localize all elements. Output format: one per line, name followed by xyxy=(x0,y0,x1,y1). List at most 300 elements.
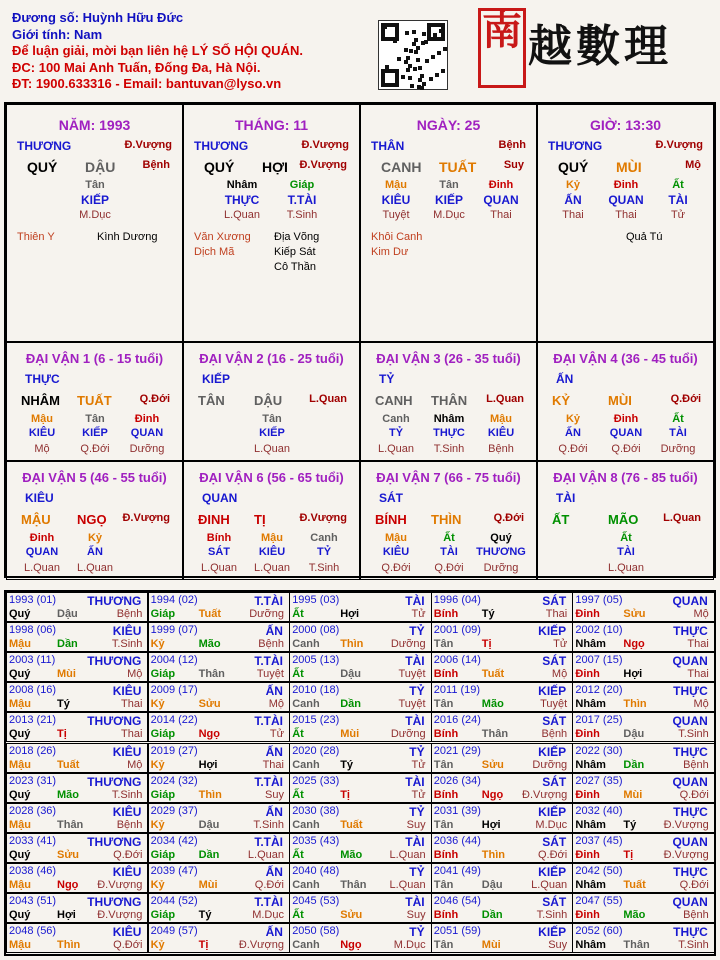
year-god: SÁT xyxy=(542,895,567,909)
year-branch: Dậu xyxy=(481,878,503,891)
cycle-hidden-life: Q.Đới xyxy=(558,443,588,455)
year-stem: Canh xyxy=(292,638,320,651)
year-label: 2030 (38) xyxy=(292,804,340,817)
qr-module xyxy=(418,66,422,70)
year-branch: Sửu xyxy=(57,848,80,861)
year-stem: Bính xyxy=(433,668,459,681)
year-god: SÁT xyxy=(542,714,567,729)
hidden-life: Thai xyxy=(615,209,637,221)
year-branch: Dậu xyxy=(57,608,78,620)
cycle-stem: KỶ xyxy=(552,393,571,408)
cycle-hidden-life: Dưỡng xyxy=(129,443,165,455)
red-seal-logo: 南 xyxy=(478,8,526,88)
cycle-hidden-god: TỶ xyxy=(316,546,332,558)
year-stem: Quý xyxy=(9,728,31,741)
cycle-life: Đ.Vượng xyxy=(299,512,347,524)
year-god: KIẾP xyxy=(538,804,567,819)
hidden-stem: Đinh xyxy=(488,179,514,191)
year-cell xyxy=(289,622,431,652)
qr-module xyxy=(417,85,421,89)
cycle-hidden-life: T.Sinh xyxy=(308,562,340,574)
year-branch: Dần xyxy=(198,848,220,861)
year-god: TỶ xyxy=(409,684,425,699)
cycle-life: Q.Đới xyxy=(493,512,524,524)
year-branch: Tị xyxy=(198,939,209,952)
year-label: 2032 (40) xyxy=(575,804,623,817)
year-god: TỶ xyxy=(409,804,425,819)
year-god: ẤN xyxy=(265,624,283,639)
year-stem: Quý xyxy=(9,909,31,921)
cycle-hidden-stem: Kỷ xyxy=(565,413,581,425)
cycle-hidden-stem: Mậu xyxy=(31,413,53,425)
year-label: 2045 (53) xyxy=(292,895,340,907)
year-cell xyxy=(431,893,573,923)
year-life: Tuyệt xyxy=(398,698,426,711)
year-life: Mộ xyxy=(127,668,143,681)
year-god: KIÊU xyxy=(112,684,142,699)
year-life: T.Sinh xyxy=(111,788,143,801)
year-branch: Tị xyxy=(623,848,634,861)
year-branch: Ngọ xyxy=(623,638,645,651)
year-cell xyxy=(572,773,714,803)
year-life: Dưỡng xyxy=(249,608,284,620)
qr-module xyxy=(409,49,413,53)
cycle-hidden-life: Mộ xyxy=(34,443,50,455)
cycle-hidden-life: L.Quan xyxy=(607,562,645,574)
year-stem: Giáp xyxy=(150,909,176,921)
phone-email-line[interactable]: ĐT: 1900.633316 - Email: bantuvan@lyso.vn xyxy=(12,76,282,91)
cycle-hidden-life: L.Quan xyxy=(200,562,238,574)
year-cell xyxy=(431,743,573,773)
cycle-branch: MÙI xyxy=(608,393,632,408)
cycle-hidden-god: ẤN xyxy=(87,546,103,558)
qr-module xyxy=(441,69,445,73)
owner-name: Đương số: Huỳnh Hữu Đức xyxy=(12,10,184,25)
year-god: THƯƠNG xyxy=(87,654,142,669)
year-life: T.Sinh xyxy=(678,728,709,741)
year-label: 2011 (19) xyxy=(433,684,481,697)
year-god: ẤN xyxy=(265,925,283,940)
year-life: Mộ xyxy=(693,698,709,711)
year-life: Tử xyxy=(411,788,426,801)
pillar-branch: DẬU xyxy=(85,159,116,175)
cycle-hidden-stem: Quý xyxy=(490,532,512,544)
year-cell xyxy=(289,592,431,622)
year-cell xyxy=(431,652,573,682)
year-branch: Thìn xyxy=(57,939,81,952)
year-life: M.Dục xyxy=(535,818,568,831)
year-god: TÀI xyxy=(405,714,425,729)
star-good: Văn Xương xyxy=(194,231,251,243)
year-god: T.TÀI xyxy=(254,594,283,608)
qr-module xyxy=(404,48,408,52)
year-life: Q.Đới xyxy=(113,848,143,861)
qr-module xyxy=(385,65,389,69)
year-life: Bệnh xyxy=(541,728,568,741)
hidden-life: Tuyệt xyxy=(382,209,410,221)
year-stem: Nhâm xyxy=(575,878,606,891)
year-stem: Ất xyxy=(292,608,304,620)
qr-module xyxy=(406,56,410,60)
cycle-god: ẤN xyxy=(556,372,574,386)
year-god: QUAN xyxy=(672,594,708,608)
qr-module xyxy=(433,33,437,37)
year-life: Tử xyxy=(411,758,426,771)
year-branch: Tuất xyxy=(623,878,646,891)
year-life: Suy xyxy=(548,939,568,952)
year-cell xyxy=(572,833,714,863)
year-label: 2017 (25) xyxy=(575,714,623,727)
year-stem: Kỷ xyxy=(150,818,165,831)
cycle-hidden-god: ẤN xyxy=(565,427,581,439)
year-cell xyxy=(289,652,431,682)
year-cell xyxy=(148,743,290,773)
cycle-hidden-stem: Ất xyxy=(443,532,455,544)
hidden-god: QUAN xyxy=(483,193,519,207)
cycle-god: QUAN xyxy=(202,491,238,505)
year-god: KIÊU xyxy=(112,804,142,819)
cycle-hidden-god: KIẾP xyxy=(259,427,285,439)
year-life: Suy xyxy=(406,909,426,921)
cycle-head: ĐẠI VẬN 7 (66 - 75 tuổi) xyxy=(376,470,521,485)
year-label: 2015 (23) xyxy=(292,714,340,727)
year-branch: Mùi xyxy=(623,788,643,801)
year-label: 2040 (48) xyxy=(292,864,340,877)
year-label: 2019 (27) xyxy=(150,744,198,757)
pillar-cell xyxy=(360,104,537,342)
year-cell xyxy=(431,803,573,833)
year-label: 2007 (15) xyxy=(575,654,623,667)
year-label: 2046 (54) xyxy=(433,895,481,907)
year-life: Mộ xyxy=(127,758,143,771)
star-bad: Quả Tú xyxy=(626,231,663,243)
year-god: KIÊU xyxy=(112,925,142,940)
cycle-hidden-stem: Tân xyxy=(85,413,105,425)
year-cell xyxy=(572,863,714,893)
qr-module xyxy=(439,29,443,33)
cycle-head: ĐẠI VẬN 4 (36 - 45 tuổi) xyxy=(553,351,698,366)
hidden-life: T.Sinh xyxy=(286,209,318,221)
cycle-hidden-life: Q.Đới xyxy=(381,562,411,574)
year-cell xyxy=(6,743,148,773)
qr-module xyxy=(416,58,420,62)
qr-module xyxy=(414,50,418,54)
cycle-hidden-life: L.Quan xyxy=(377,443,415,455)
year-branch: Thân xyxy=(481,728,509,741)
year-cell xyxy=(572,803,714,833)
year-label: 2049 (57) xyxy=(150,925,198,938)
qr-module xyxy=(406,68,410,72)
year-stem: Kỷ xyxy=(150,939,165,952)
year-god: ẤN xyxy=(265,864,283,879)
year-branch: Tý xyxy=(340,758,354,771)
cycle-hidden-god: TÀI xyxy=(669,427,687,439)
year-god: KIẾP xyxy=(538,744,567,759)
year-label: 2000 (08) xyxy=(292,624,340,637)
year-stem: Đinh xyxy=(575,608,600,620)
year-label: 2050 (58) xyxy=(292,925,340,938)
year-label: 2039 (47) xyxy=(150,864,198,877)
year-branch: Mão xyxy=(481,698,504,711)
year-stem: Nhâm xyxy=(575,818,606,831)
pillar-head: NĂM: 1993 xyxy=(58,117,131,133)
pillar-branch: HỢI xyxy=(262,159,288,175)
year-branch: Mão xyxy=(198,638,221,651)
year-cell xyxy=(431,863,573,893)
year-god: TỶ xyxy=(409,624,425,639)
qr-module xyxy=(410,84,414,88)
year-life: Đ.Vượng xyxy=(238,939,284,952)
year-god: ẤN xyxy=(265,744,283,759)
year-cell xyxy=(289,712,431,742)
year-label: 2034 (42) xyxy=(150,834,198,847)
year-branch: Dậu xyxy=(340,668,361,681)
cycle-hidden-life: Q.Đới xyxy=(80,443,110,455)
hidden-god: KIẾP xyxy=(80,193,109,207)
year-life: Tuyệt xyxy=(398,668,426,681)
hidden-life: Thai xyxy=(490,209,512,221)
cycle-hidden-god: KIÊU xyxy=(28,427,56,439)
hidden-god: T.TÀI xyxy=(287,193,317,207)
year-branch: Ngọ xyxy=(198,728,220,741)
cycle-stem: ĐINH xyxy=(198,512,230,527)
qr-module xyxy=(401,75,405,79)
year-branch: Tý xyxy=(481,608,495,620)
year-god: THỰC xyxy=(673,925,708,940)
cycle-god: THỰC xyxy=(25,372,60,386)
cycle-god: TÀI xyxy=(556,491,576,505)
cycle-hidden-stem: Đinh xyxy=(29,532,55,544)
cycle-head: ĐẠI VẬN 5 (46 - 55 tuổi) xyxy=(22,470,167,485)
year-branch: Ngọ xyxy=(340,939,362,952)
pillar-cell xyxy=(6,104,183,342)
year-cell xyxy=(148,592,290,622)
year-life: T.Sinh xyxy=(111,638,143,651)
year-label: 2038 (46) xyxy=(9,864,57,877)
year-life: Q.Đới xyxy=(679,788,709,801)
cycle-hidden-god: QUAN xyxy=(130,427,164,439)
cycle-branch: TUẤT xyxy=(77,393,112,408)
year-life: Q.Đới xyxy=(537,848,568,861)
cycle-hidden-stem: Bính xyxy=(206,532,232,544)
year-god: KIÊU xyxy=(112,624,142,639)
star-bad: Địa Võng xyxy=(274,231,320,243)
cycle-hidden-god: QUAN xyxy=(25,546,59,558)
cycle-hidden-life: L.Quan xyxy=(23,562,61,574)
year-label: 1999 (07) xyxy=(150,624,198,637)
year-label: 1993 (01) xyxy=(9,594,57,606)
year-label: 2024 (32) xyxy=(150,774,198,787)
year-stem: Bính xyxy=(433,728,459,741)
pillar-god: THƯƠNG xyxy=(17,139,72,153)
year-branch: Tý xyxy=(623,818,637,831)
hidden-god: ẤN xyxy=(564,193,582,207)
year-branch: Mùi xyxy=(481,939,501,952)
star-good: Dịch Mã xyxy=(194,246,235,258)
year-god: THƯƠNG xyxy=(87,895,142,909)
year-branch: Dần xyxy=(57,638,78,651)
year-cell xyxy=(572,923,714,953)
year-label: 2022 (30) xyxy=(575,744,623,757)
year-label: 2037 (45) xyxy=(575,834,623,847)
year-life: T.Sinh xyxy=(536,909,568,921)
year-stem: Canh xyxy=(292,939,320,952)
cycle-hidden-stem: Mậu xyxy=(261,532,283,544)
year-stem: Canh xyxy=(292,878,320,891)
year-branch: Tuất xyxy=(340,818,363,831)
cycle-branch: DẬU xyxy=(254,393,283,408)
year-life: Dưỡng xyxy=(390,638,426,651)
year-god: SÁT xyxy=(542,774,567,789)
year-stem: Quý xyxy=(9,608,31,620)
pillar-state: Đ.Vượng xyxy=(301,139,349,151)
year-life: Q.Đới xyxy=(113,939,143,952)
year-cell xyxy=(431,923,573,953)
year-branch: Tý xyxy=(57,698,70,711)
cycle-stem: ẤT xyxy=(552,512,570,527)
header xyxy=(0,0,720,100)
pillar-cell xyxy=(537,104,714,342)
year-label: 2051 (59) xyxy=(433,925,481,938)
luck-cycle-cell xyxy=(537,461,714,580)
year-label: 2035 (43) xyxy=(292,834,340,847)
qr-code[interactable] xyxy=(378,20,448,90)
year-branch: Hợi xyxy=(57,909,76,921)
year-branch: Thìn xyxy=(198,788,222,801)
qr-module xyxy=(414,38,418,42)
luck-cycle-cell xyxy=(360,461,537,580)
year-stem: Mậu xyxy=(9,758,31,771)
year-label: 2004 (12) xyxy=(150,654,198,667)
qr-module xyxy=(429,77,433,81)
year-god: QUAN xyxy=(672,654,708,669)
year-life: Bệnh xyxy=(683,758,709,771)
year-label: 2036 (44) xyxy=(433,834,481,847)
luck-cycle-cell xyxy=(360,342,537,461)
year-stem: Giáp xyxy=(150,608,176,620)
year-cell xyxy=(148,682,290,712)
brand-title: 越數理 xyxy=(528,21,672,72)
year-label: 2052 (60) xyxy=(575,925,623,938)
luck-cycle-cell xyxy=(183,461,360,580)
year-life: Suy xyxy=(406,818,426,831)
year-label: 1997 (05) xyxy=(575,594,623,606)
year-cell xyxy=(431,622,573,652)
hidden-life: M.Dục xyxy=(79,209,111,221)
year-label: 2026 (34) xyxy=(433,774,481,787)
year-god: KIẾP xyxy=(538,624,567,639)
year-god: THỰC xyxy=(673,624,708,639)
year-god: THỰC xyxy=(673,684,708,699)
year-stem: Giáp xyxy=(150,848,176,861)
year-god: TÀI xyxy=(405,774,425,789)
year-stem: Quý xyxy=(9,788,31,801)
year-cell xyxy=(148,773,290,803)
year-life: Bệnh xyxy=(116,818,143,831)
year-cell xyxy=(148,712,290,742)
year-god: THƯƠNG xyxy=(87,834,142,849)
cycle-hidden-stem: Mậu xyxy=(490,413,512,425)
owner-info xyxy=(12,10,303,93)
luck-cycle-cell xyxy=(183,342,360,461)
year-life: Thai xyxy=(262,758,284,771)
year-god: THƯƠNG xyxy=(87,714,142,729)
year-stem: Mậu xyxy=(9,638,31,651)
cycle-hidden-life: Bệnh xyxy=(488,443,514,455)
year-god: QUAN xyxy=(672,834,708,849)
hidden-life: Tử xyxy=(670,209,686,221)
year-god: THƯƠNG xyxy=(87,594,142,608)
pillar-life: Suy xyxy=(503,159,524,171)
year-branch: Mão xyxy=(340,848,363,861)
year-life: L.Quan xyxy=(389,848,426,861)
hidden-life: Thai xyxy=(562,209,584,221)
year-god: TỶ xyxy=(409,864,425,879)
year-life: Đ.Vượng xyxy=(663,818,709,831)
year-branch: Sửu xyxy=(198,698,221,711)
year-god: KIẾP xyxy=(538,684,567,699)
year-life: Dưỡng xyxy=(390,728,426,741)
year-branch: Tị xyxy=(481,638,492,651)
year-god: THỰC xyxy=(673,744,708,759)
year-cell xyxy=(289,893,431,923)
year-label: 1995 (03) xyxy=(292,594,340,606)
cycle-branch: NGỌ xyxy=(77,512,107,527)
year-cell xyxy=(6,833,148,863)
year-stem: Tân xyxy=(433,878,454,891)
qr-module xyxy=(393,39,397,43)
year-cell xyxy=(289,682,431,712)
year-god: T.TÀI xyxy=(254,834,283,849)
year-god: THỰC xyxy=(673,804,708,819)
year-branch: Mùi xyxy=(198,878,218,891)
year-life: Q.Đới xyxy=(254,878,284,891)
year-cell xyxy=(289,863,431,893)
qr-module xyxy=(425,59,429,63)
year-cell xyxy=(148,803,290,833)
cycle-stem: MẬU xyxy=(21,512,51,527)
year-label: 2025 (33) xyxy=(292,774,340,787)
year-branch: Thìn xyxy=(623,698,647,711)
year-stem: Đinh xyxy=(575,728,600,741)
year-god: TỶ xyxy=(409,925,425,940)
year-life: Mộ xyxy=(551,668,568,681)
year-label: 2041 (49) xyxy=(433,864,481,877)
chart-grid xyxy=(4,102,716,578)
hidden-god: KIẾP xyxy=(434,193,463,207)
cycle-stem: BÍNH xyxy=(375,512,407,527)
year-label: 2028 (36) xyxy=(9,804,57,817)
cycle-hidden-god: SÁT xyxy=(208,546,230,558)
cycle-god: KIÊU xyxy=(25,491,54,505)
year-stem: Kỷ xyxy=(150,698,165,711)
year-label: 2029 (37) xyxy=(150,804,198,817)
star-bad: Cô Thần xyxy=(274,261,316,273)
year-god: T.TÀI xyxy=(254,774,283,789)
year-life: Đ.Vượng xyxy=(97,909,143,921)
year-stem: Ất xyxy=(292,728,304,741)
year-life: Đ.Vượng xyxy=(663,848,709,861)
year-label: 2043 (51) xyxy=(9,895,57,907)
year-life: Thai xyxy=(120,728,143,741)
year-cell xyxy=(6,773,148,803)
cycle-life: L.Quan xyxy=(309,393,347,405)
year-branch: Tị xyxy=(57,728,67,741)
year-cell xyxy=(289,743,431,773)
cycle-hidden-god: THƯƠNG xyxy=(476,546,526,558)
qr-module xyxy=(443,47,447,51)
year-cell xyxy=(289,923,431,953)
